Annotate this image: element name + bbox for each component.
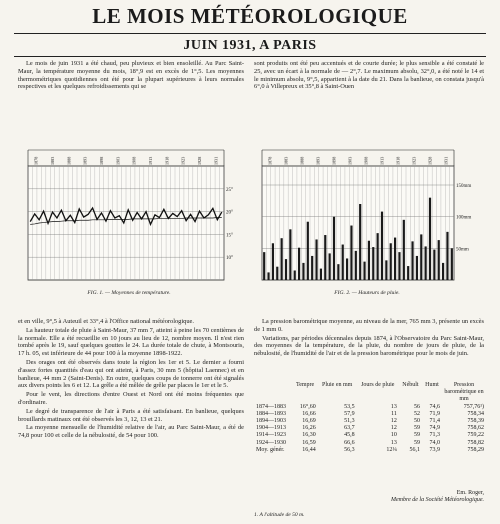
rainfall-bar — [337, 264, 339, 280]
body-left-para: et en ville, 9°,5 à Auteuil et 33°,4 à l'Office national météorologique. — [18, 318, 194, 325]
table-row — [254, 411, 486, 418]
rainfall-bar — [324, 235, 326, 280]
rainfall-bar — [281, 238, 283, 280]
table-cell: 74,9 — [429, 425, 440, 432]
table-header: Pression barométrique en mm — [444, 382, 484, 403]
table-header: Tempre — [295, 382, 315, 388]
masthead-rule-top — [14, 33, 486, 34]
table-cell: 56,3 — [344, 446, 355, 453]
table-row — [254, 425, 486, 432]
year-label: 1883 — [50, 156, 55, 165]
year-label: 1931 — [443, 156, 449, 165]
body-right-para: La pression barométrique moyenne, au niveau de la mer, 765 mm 3, présente un excès de 1 mm 0. — [254, 318, 484, 333]
rainfall-bar — [381, 212, 383, 280]
footnote: 1. A l'altitude de 50 m. — [254, 512, 305, 518]
table-cell: Moy. génér. — [256, 446, 285, 453]
table-cell: 16,59 — [302, 439, 316, 446]
rainfall-bar — [329, 253, 331, 280]
rainfall-bar — [403, 220, 405, 280]
rainfall-bar — [368, 241, 370, 280]
rainfall-bar — [346, 258, 348, 280]
rainfall-bar — [359, 204, 361, 280]
body-left-column — [18, 318, 244, 441]
year-label: 1918 — [164, 156, 170, 165]
table-cell: 57,9 — [344, 410, 355, 417]
year-label: 1893 — [315, 156, 321, 165]
year-label: 1928 — [197, 156, 202, 165]
table-cell: 1874—1883 — [256, 403, 286, 410]
rainfall-chart-svg — [258, 146, 482, 286]
table-cell: 758,34 — [467, 410, 484, 417]
y-tick-label: 25° — [226, 187, 233, 193]
signature-block — [284, 490, 484, 504]
year-label: 1931 — [213, 156, 219, 165]
table-cell: 758,82 — [467, 439, 484, 446]
table-row — [254, 432, 486, 439]
year-label: 1913 — [379, 156, 385, 165]
table-cell: 59 — [413, 439, 420, 446]
y-tick-label: 100mm — [456, 215, 472, 221]
rainfall-bar — [289, 229, 291, 280]
rainfall-bar — [267, 272, 269, 280]
year-label: 1898 — [331, 156, 337, 165]
body-left-para: Pour le vent, les directions d'entre Ouest et Nord ont été moins fréquentes que d'ordinaire. — [18, 391, 244, 406]
table-cell: 1884—1893 — [256, 410, 286, 417]
author-role: Membre de la Société Météorologique. — [390, 497, 484, 504]
y-tick-label: 50mm — [456, 247, 469, 253]
year-label: 1893 — [82, 156, 88, 165]
body-left-para: Le degré de transparence de l'air à Paris a été satisfaisant. En banlieue, quelques brouillards matinaux ont été observés les 3, 12, 13 et 21. — [18, 407, 244, 423]
year-label: 1898 — [99, 156, 104, 165]
table-header — [254, 382, 293, 404]
table-header: Nébult — [402, 382, 419, 388]
table-cell: 12 — [390, 418, 397, 425]
table-cell: 56,1 — [409, 446, 420, 453]
rainfall-bar — [442, 263, 444, 280]
intro-right-text: sont produits ont été peu accentués et de courte durée; le plus sensible a été constaté le 25, avec un écart à la normale de — 2°,7. Le maximum absolu, 32°,0, a été noté le 14 et le minimum absolu, 9°,5, appartient à la date du 21. Dans la banlieue, on constata jusqu'à 6°,0 à Villepreux et 35°,8 à Saint-Ouen — [254, 60, 484, 91]
table-cell: 758,62 — [467, 425, 484, 432]
intro-left-column — [18, 60, 244, 92]
rainfall-bar — [342, 245, 344, 280]
rainfall-bar — [263, 252, 265, 280]
body-right-column — [254, 318, 484, 359]
rainfall-bar — [429, 198, 431, 280]
table-cell: 16,30 — [302, 432, 316, 439]
table-body — [254, 404, 486, 454]
rainfall-bar — [411, 241, 413, 280]
rainfall-bar — [276, 267, 278, 280]
year-label: 1928 — [427, 156, 433, 165]
year-label: 1908 — [131, 156, 137, 165]
period-averages-table — [254, 382, 486, 454]
table-header: Jours de pluie — [361, 382, 395, 388]
year-label: 1923 — [180, 156, 186, 165]
rainfall-bar — [294, 271, 296, 281]
table-cell: 59 — [413, 432, 420, 439]
year-label: 1878 — [33, 156, 39, 165]
rainfall-bar — [446, 232, 448, 280]
rainfall-bar — [390, 243, 392, 280]
rainfall-bar — [333, 217, 335, 280]
rainfall-bar — [355, 251, 357, 280]
rainfall-bar — [302, 263, 304, 280]
table-row — [254, 404, 486, 411]
year-label: 1888 — [66, 156, 72, 165]
rainfall-bar — [438, 240, 440, 280]
page-subtitle: JUIN 1931, A PARIS — [183, 38, 317, 53]
body-left-para: Des orages ont été observés dans toute la région les 1er et 5. Le dernier a fourni d'assez fortes quantités d'eau qui ont atteint, à Paris, 30 mm 5 (hôpital Laennec) et en banlieue, 44 mm 2 (Saint-Denis). En outre, quelques coups de tonnerre ont été signalés aux divers points les 6 et 12. La grêle a été mêlée de grêle par places le 1er et le 5. — [18, 358, 244, 390]
table-header: Humt — [425, 382, 439, 388]
table-cell: 59 — [413, 425, 420, 432]
temperature-chart-svg — [24, 146, 244, 286]
author-name: Em. Roger, — [456, 490, 484, 496]
rainfall-bar — [451, 248, 453, 280]
table-row — [254, 440, 486, 447]
year-label: 1903 — [115, 156, 121, 165]
table-cell: 12 — [390, 425, 397, 432]
table-cell: 16,69 — [302, 418, 316, 425]
year-label: 1913 — [148, 156, 153, 165]
table-cell: 52 — [413, 410, 420, 417]
year-label: 1903 — [347, 156, 353, 165]
rainfall-bar — [398, 252, 400, 280]
rainfall-bar — [298, 248, 300, 280]
table-cell: 13 — [390, 439, 397, 446]
rainfall-bar — [433, 250, 435, 280]
table-cell: 45,8 — [344, 432, 355, 439]
table-cell: 74,6 — [429, 403, 440, 410]
rainfall-bar — [372, 247, 374, 280]
table-header: Pluie en mm — [322, 382, 353, 388]
table-cell: 16,26 — [302, 425, 316, 432]
y-tick-label: 20° — [226, 210, 233, 216]
table-cell: 71,3 — [429, 432, 440, 439]
year-label: 1923 — [411, 156, 417, 165]
rainfall-bar — [407, 266, 409, 280]
year-label: 1878 — [267, 156, 273, 165]
subtitle-rule — [14, 56, 486, 57]
rainfall-bar — [394, 238, 396, 280]
body-right-para: Variations, par périodes décennales depuis 1874, à l'Observatoire du Parc Saint-Maur, des moyennes de la température, de la pluie, du nombre de jours de pluie, de la nébulosité, de l'humidité de l'air et de la pression barométrique pour le mois de juin. — [254, 334, 484, 358]
year-label: 1918 — [395, 156, 401, 165]
table-cell: 73,9 — [429, 446, 440, 453]
table-cell: 71,9 — [429, 410, 440, 417]
intro-right-column — [254, 60, 484, 92]
table-cell: 10 — [390, 432, 397, 439]
table-cell: 758,29 — [467, 446, 484, 453]
table-cell: 1904—1913 — [256, 425, 286, 432]
table-cell: 16°,60 — [299, 403, 316, 410]
table-cell: 16,44 — [302, 446, 316, 453]
table-cell: 12¼ — [386, 446, 397, 453]
temperature-chart-caption: FIG. 1. — Moyennes de température. — [87, 290, 171, 296]
year-label: 1908 — [363, 156, 369, 165]
rainfall-bar — [272, 243, 274, 280]
rainfall-bar — [420, 234, 422, 280]
rainfall-bar — [311, 256, 313, 280]
rainfall-bar — [350, 226, 352, 280]
table-cell: 63,7 — [344, 425, 355, 432]
table-cell: 74,0 — [429, 439, 440, 446]
table-cell: 51,3 — [344, 418, 355, 425]
table-row — [254, 447, 486, 454]
table-row — [254, 418, 486, 425]
table-cell: 53,5 — [344, 403, 355, 410]
rainfall-bar — [315, 239, 317, 280]
table-cell: 50 — [413, 418, 420, 425]
intro-left-text: Le mois de juin 1931 a été chaud, peu pluvieux et bien ensoleillé. Au Parc Saint-Maur, la température moyenne du mois, 18°,9 est en excès de 1°,5. Les moyennes thermométriques quotidiennes ont été pour la plupart supérieures à leurs normales respectives et les quelques refroidissements qui se — [18, 60, 244, 91]
table-cell: 759,22 — [467, 432, 484, 439]
y-tick-label: 15° — [226, 233, 233, 239]
body-left-para: La moyenne mensuelle de l'humidité relative de l'air, au Parc Saint-Maur, a été de 74,8 pour 100 et celle de la nébulosité, de 54 pour 100. — [18, 424, 244, 440]
table-cell: 757,76¹) — [463, 403, 484, 410]
table-cell: 71,4 — [429, 418, 440, 425]
rainfall-bar — [320, 269, 322, 280]
rainfall-bar — [307, 222, 309, 280]
rainfall-bar — [377, 233, 379, 280]
body-left-para: La hauteur totale de pluie à Saint-Maur, 37 mm 7, atteint à peine les 70 centièmes de la normale. Elle a été recueillie en 10 jours au lieu de 12, nombre moyen. Il n'est rien tombé après le 19, sauf quelques gouttes le 24. La durée totale de chute, à Montsouris, 17 h. 05, est inférieure de 44 pour 100 à la moyenne 1898-1922. — [18, 326, 244, 358]
table-cell: 1894—1903 — [256, 418, 286, 425]
rainfall-bar — [363, 262, 365, 280]
table-cell: 11 — [391, 410, 397, 417]
table-header-row — [254, 382, 486, 404]
table-cell: 16,66 — [302, 410, 316, 417]
year-label: 1883 — [283, 156, 289, 165]
rainfall-bar — [285, 259, 287, 280]
table-cell: 13 — [390, 403, 397, 410]
temperature-chart — [24, 146, 244, 286]
table-cell: 56 — [413, 403, 420, 410]
table-cell: 1914—1923 — [256, 432, 286, 439]
rainfall-bar — [416, 256, 418, 280]
rainfall-bar — [385, 260, 387, 280]
table-cell: 758,39 — [467, 418, 484, 425]
y-tick-label: 10° — [226, 256, 233, 262]
year-label: 1888 — [299, 156, 305, 165]
rainfall-chart-caption: FIG. 2. — Hauteurs de pluie. — [334, 290, 400, 296]
table-cell: 66,6 — [344, 439, 355, 446]
table-cell: 1924—1930 — [256, 439, 286, 446]
rainfall-chart — [258, 146, 482, 286]
masthead-title: LE MOIS MÉTÉOROLOGIQUE — [92, 4, 408, 28]
rainfall-bar — [425, 246, 427, 280]
y-tick-label: 150mm — [456, 184, 472, 189]
